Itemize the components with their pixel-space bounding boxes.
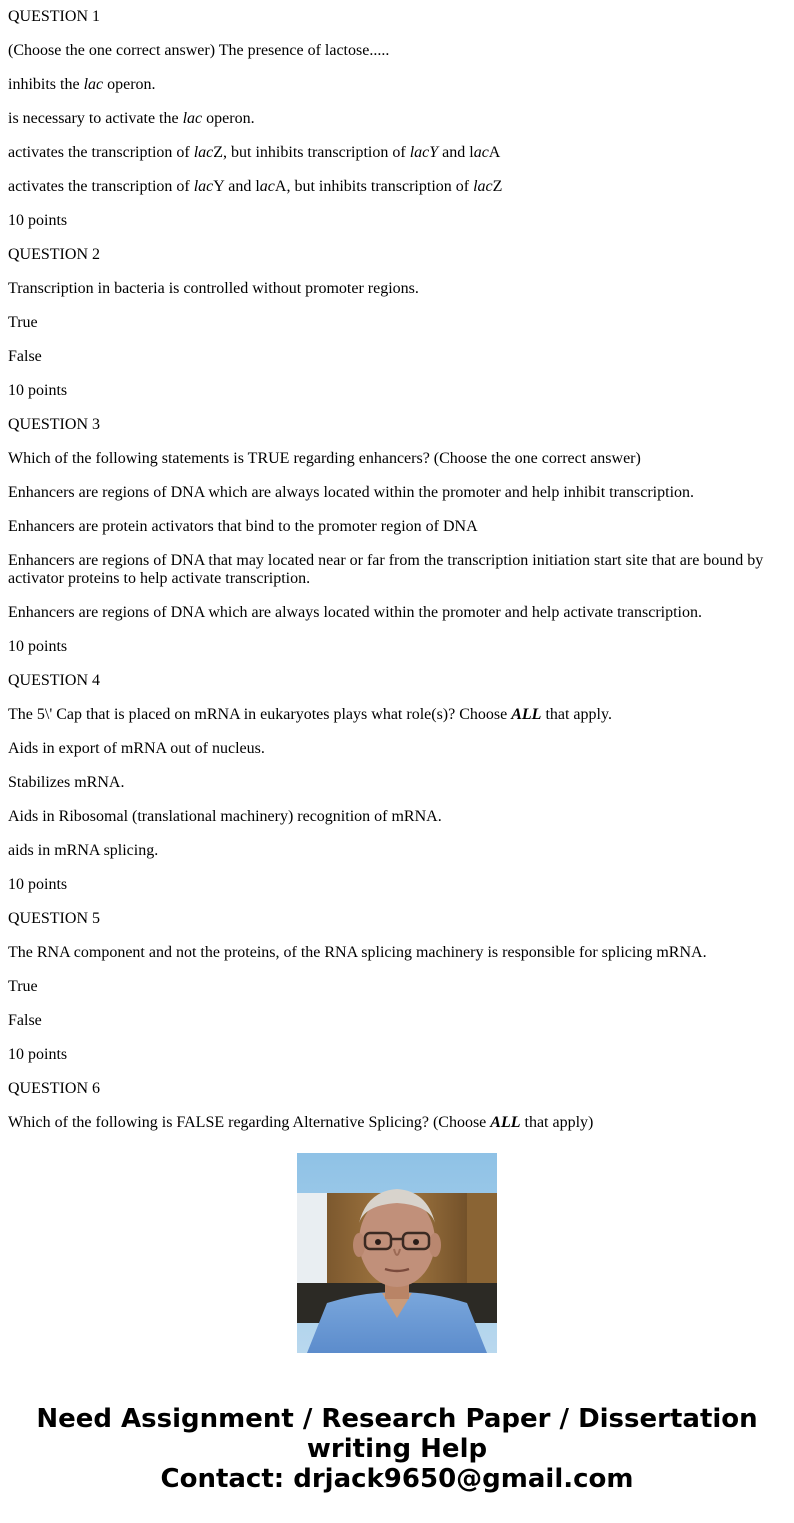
question-6-prompt: Which of the following is FALSE regarding Alternative Splicing? (Choose ALL that apply) xyxy=(8,1114,594,1131)
question-2-heading: QUESTION 2 xyxy=(8,246,100,263)
question-4-points: 10 points xyxy=(8,876,68,893)
question-6-heading: QUESTION 6 xyxy=(8,1080,100,1097)
question-1-heading: QUESTION 1 xyxy=(8,8,100,25)
promo-contact: Contact: drjack9650@gmail.com xyxy=(160,1464,634,1494)
question-3-option-4: Enhancers are regions of DNA which are always located within the promoter and help activate transcription. xyxy=(8,604,702,621)
question-1-option-3: activates the transcription of lacZ, but inhibits transcription of lacY and lacA xyxy=(8,144,501,161)
question-3-option-1: Enhancers are regions of DNA which are always located within the promoter and help inhibit transcription. xyxy=(8,484,695,501)
question-4-option-1: Aids in export of mRNA out of nucleus. xyxy=(8,740,265,757)
question-4-option-4: aids in mRNA splicing. xyxy=(8,842,159,859)
question-1-points: 10 points xyxy=(8,212,68,229)
question-1-prompt: (Choose the one correct answer) The presence of lactose..... xyxy=(8,42,390,59)
question-3-heading: QUESTION 3 xyxy=(8,416,100,433)
question-2-points: 10 points xyxy=(8,382,68,399)
question-5-option-false: False xyxy=(8,1012,42,1029)
question-4-option-2: Stabilizes mRNA. xyxy=(8,774,125,791)
question-2-option-true: True xyxy=(8,314,38,331)
question-1-option-2: is necessary to activate the lac operon. xyxy=(8,110,255,127)
question-5-option-true: True xyxy=(8,978,38,995)
question-4-prompt: The 5\' Cap that is placed on mRNA in eukaryotes plays what role(s)? Choose ALL that apply. xyxy=(8,706,612,723)
question-2-option-false: False xyxy=(8,348,42,365)
question-3-prompt: Which of the following statements is TRUE regarding enhancers? (Choose the one correct answer) xyxy=(8,450,641,467)
question-document xyxy=(8,0,778,1131)
question-4-heading: QUESTION 4 xyxy=(8,672,100,689)
promo-line-1: Need Assignment / Research Paper / Dissertation xyxy=(36,1404,758,1434)
person-portrait-icon xyxy=(297,1153,497,1353)
promo-text xyxy=(0,1404,794,1494)
question-4-option-3: Aids in Ribosomal (translational machinery) recognition of mRNA. xyxy=(8,808,442,825)
question-3-points: 10 points xyxy=(8,638,68,655)
avatar xyxy=(297,1153,497,1353)
question-5-heading: QUESTION 5 xyxy=(8,910,100,927)
question-1-option-4: activates the transcription of lacY and lacA, but inhibits transcription of lacZ xyxy=(8,178,503,195)
promo-banner xyxy=(0,1122,794,1523)
promo-line-2: writing Help xyxy=(306,1434,488,1464)
question-5-points: 10 points xyxy=(8,1046,68,1063)
question-5-prompt: The RNA component and not the proteins, of the RNA splicing machinery is responsible for splicing mRNA. xyxy=(8,944,707,961)
question-3-option-2: Enhancers are protein activators that bind to the promoter region of DNA xyxy=(8,518,478,535)
question-1-option-1: inhibits the lac operon. xyxy=(8,76,156,93)
question-3-option-3: Enhancers are regions of DNA that may located near or far from the transcription initiation start site that are bound by activator proteins to help activate transcription. xyxy=(8,552,764,587)
question-2-prompt: Transcription in bacteria is controlled without promoter regions. xyxy=(8,280,419,297)
